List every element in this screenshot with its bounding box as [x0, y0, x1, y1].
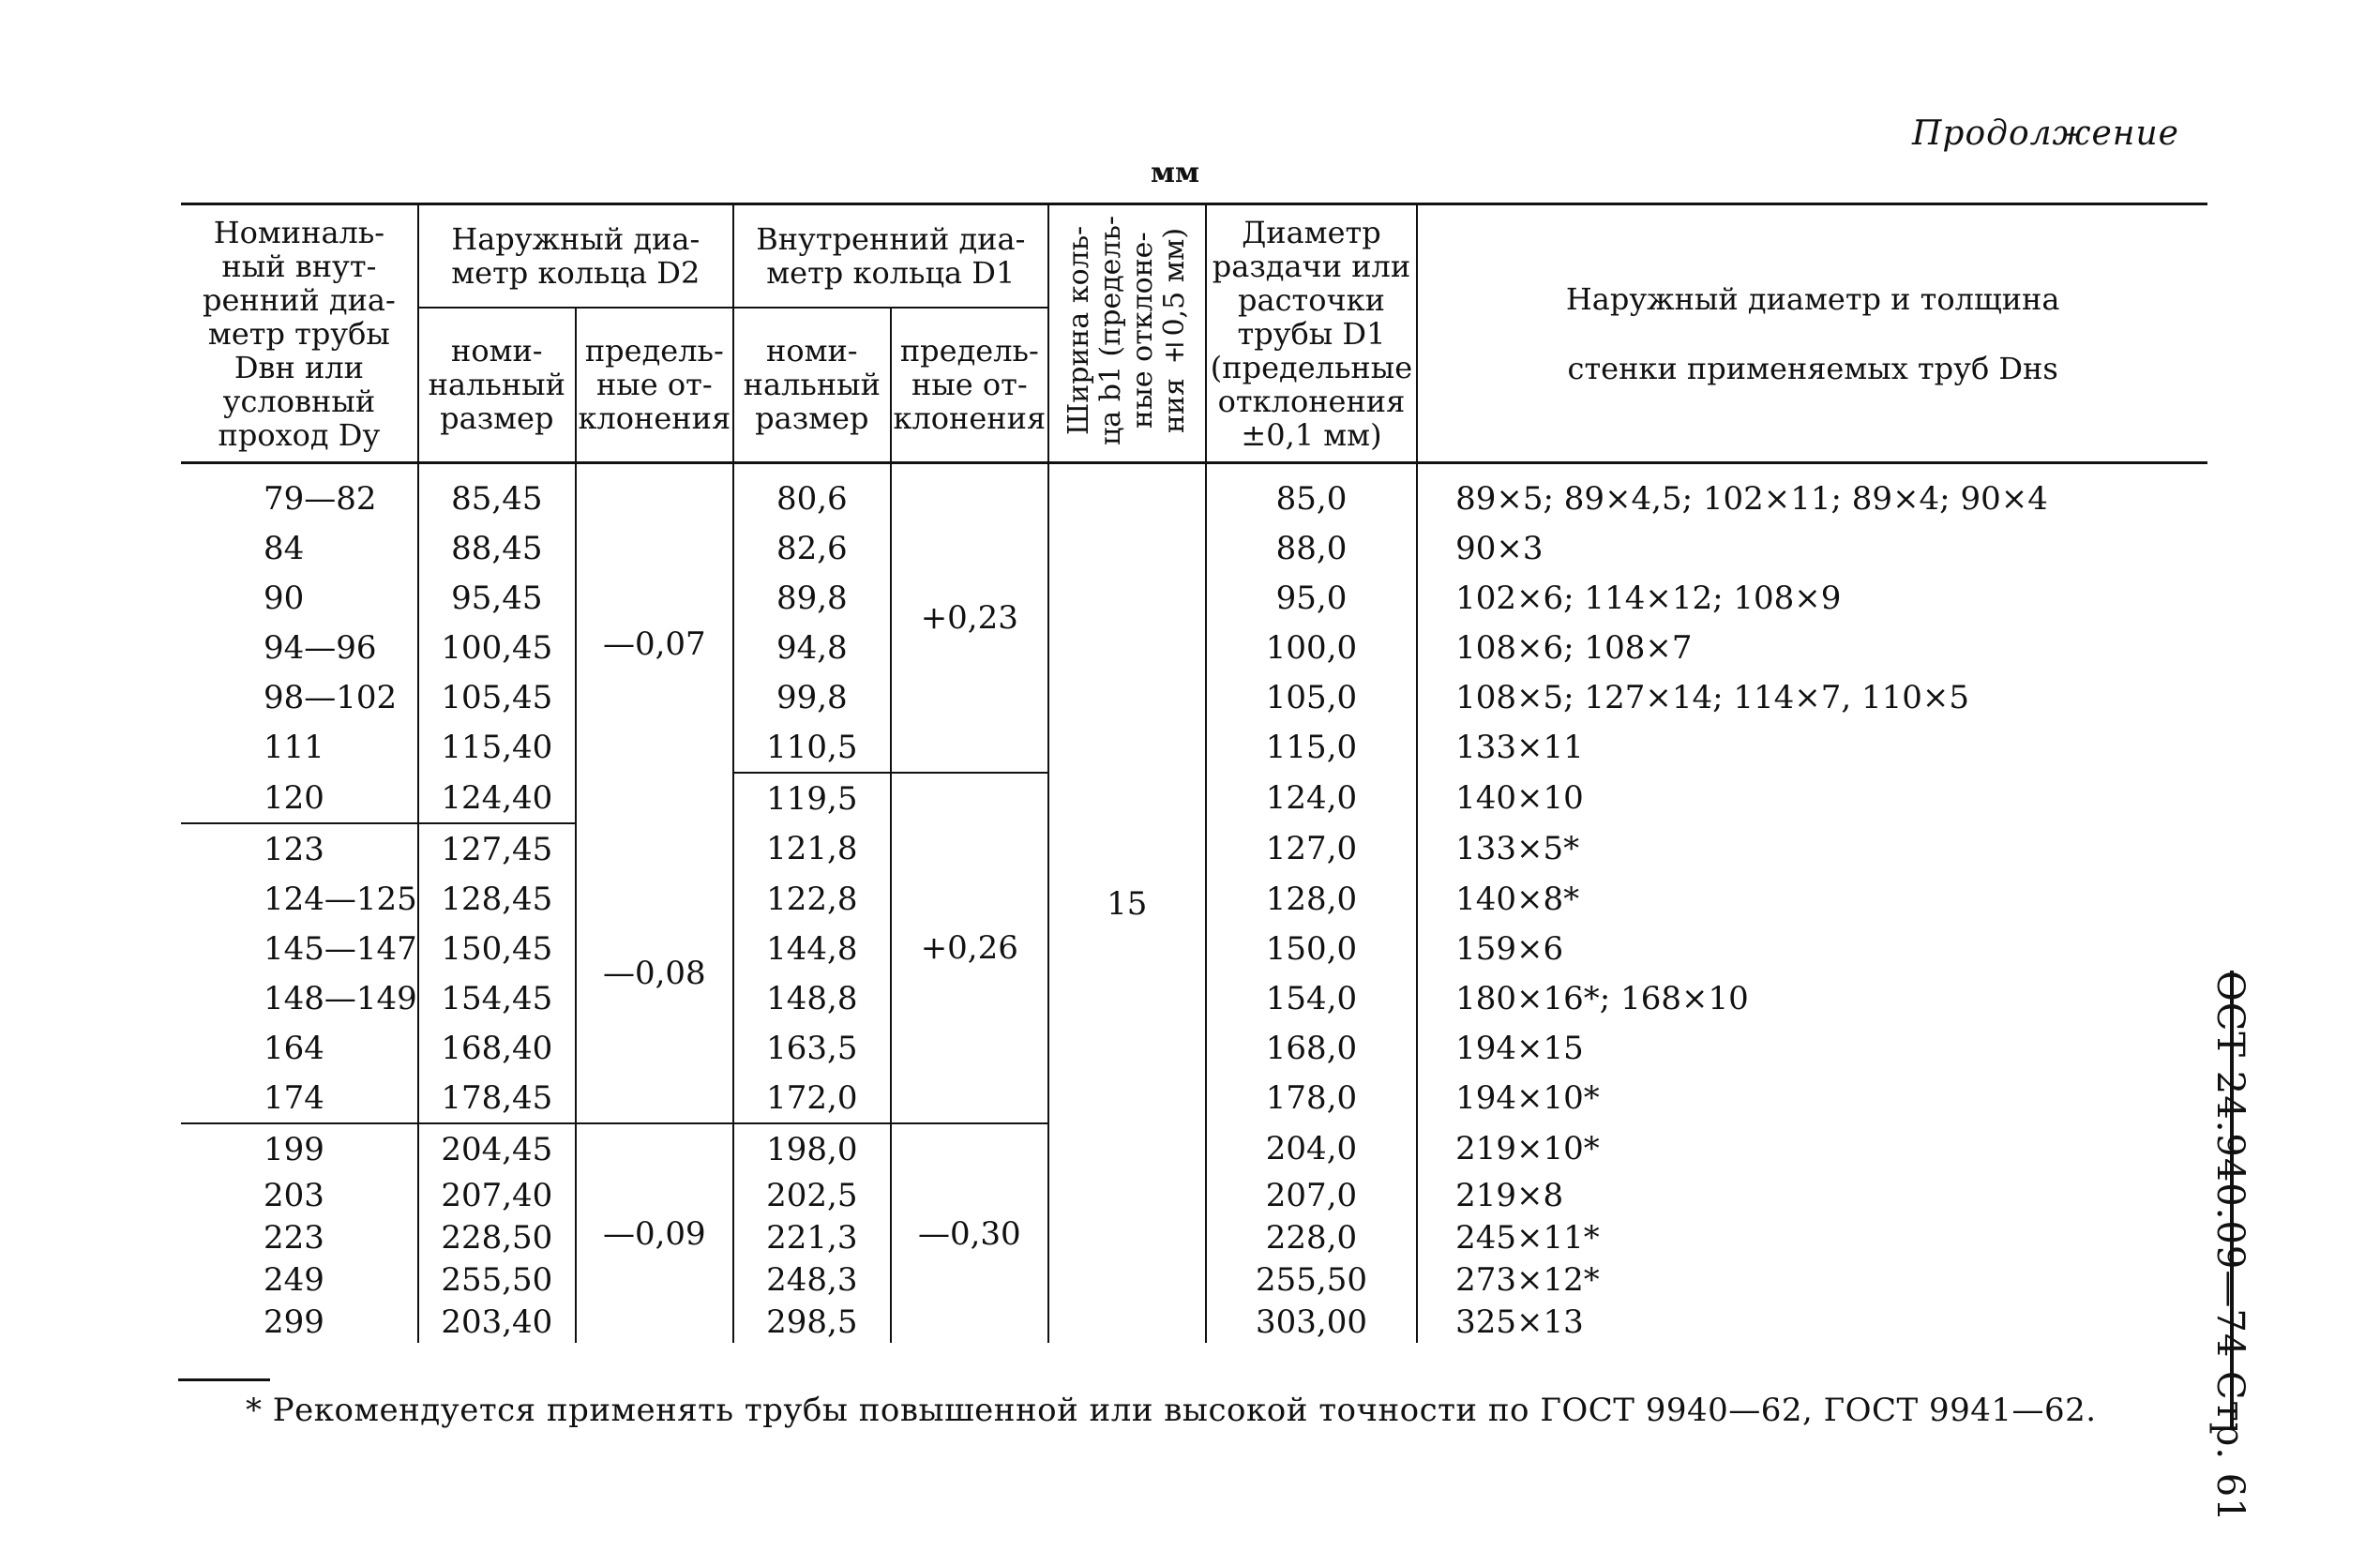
header-ring-width-text: Ширина коль-ца b1 (предель-ные отклоне-ния ±0,5 мм) — [1062, 215, 1191, 445]
cell-pipes: 325×13 — [1417, 1301, 2207, 1343]
cell-d1: 221,3 — [733, 1216, 891, 1258]
cell-pipes: 133×11 — [1417, 722, 2207, 773]
cell-d2: 207,40 — [418, 1174, 576, 1216]
cell-pipes: 102×6; 114×12; 108×9 — [1417, 573, 2207, 623]
cell-d1: 248,3 — [733, 1258, 891, 1301]
header-ring-width — [1048, 204, 1206, 463]
cell-dn: 94—96 — [264, 628, 377, 667]
document-code: ОСТ 24.940.09—74 Стр. 61 — [2208, 971, 2252, 1523]
cell-exp: 88,0 — [1206, 523, 1417, 573]
cell-pipes: 219×8 — [1417, 1174, 2207, 1216]
cell-exp: 303,00 — [1206, 1301, 1417, 1343]
cell-exp: 207,0 — [1206, 1174, 1417, 1216]
continuation-label: Продолжение — [1912, 114, 2179, 153]
cell-d1: 163,5 — [733, 1023, 891, 1073]
cell-d2: 85,45 — [418, 463, 576, 524]
cell-d1-dev: +0,23 — [891, 463, 1048, 774]
cell-d1: 172,0 — [733, 1073, 891, 1123]
cell-exp: 115,0 — [1206, 722, 1417, 773]
cell-exp: 85,0 — [1206, 463, 1417, 524]
cell-d1: 94,8 — [733, 623, 891, 672]
cell-dn: 223 — [264, 1218, 324, 1257]
cell-pipes: 108×6; 108×7 — [1417, 623, 2207, 672]
cell-d1: 121,8 — [733, 823, 891, 874]
cell-dn: 145—147 — [264, 929, 417, 968]
cell-d1-dev: +0,26 — [891, 773, 1048, 1123]
header-nominal-bore-text: Номиналь-ный внут-ренний диа-метр трубы Dвн или условный проход Dу — [202, 214, 396, 453]
cell-dn: 90 — [264, 579, 305, 617]
cell-d2: 255,50 — [418, 1258, 576, 1301]
cell-exp: 228,0 — [1206, 1216, 1417, 1258]
cell-pipes: 159×6 — [1417, 924, 2207, 973]
cell-pipes: 89×5; 89×4,5; 102×11; 89×4; 90×4 — [1417, 463, 2207, 524]
cell-d1: 148,8 — [733, 973, 891, 1023]
cell-d2: 178,45 — [418, 1073, 576, 1123]
cell-d1: 122,8 — [733, 874, 891, 924]
cell-pipes: 273×12* — [1417, 1258, 2207, 1301]
cell-d2: 95,45 — [418, 573, 576, 623]
cell-d1: 119,5 — [733, 773, 891, 823]
cell-exp: 168,0 — [1206, 1023, 1417, 1073]
footnote: * Рекомендуется применять трубы повышенной или высокой точности по ГОСТ 9940—62, ГОСТ 9941—62. — [246, 1392, 2097, 1429]
cell-exp: 105,0 — [1206, 672, 1417, 722]
cell-d1: 202,5 — [733, 1174, 891, 1216]
cell-d1-dev: —0,30 — [891, 1123, 1048, 1343]
header-outer-ring-text: Наружный диа-метр кольца D2 — [451, 220, 700, 291]
cell-dn: 199 — [264, 1130, 324, 1168]
cell-pipes: 194×15 — [1417, 1023, 2207, 1073]
cell-d1: 298,5 — [733, 1301, 891, 1343]
cell-exp: 124,0 — [1206, 773, 1417, 823]
cell-pipes: 219×10* — [1417, 1123, 2207, 1174]
header-inner-ring — [733, 204, 1048, 308]
cell-pipes: 133×5* — [1417, 823, 2207, 874]
footnote-rule — [178, 1378, 270, 1381]
cell-exp: 127,0 — [1206, 823, 1417, 874]
cell-pipes: 140×10 — [1417, 773, 2207, 823]
cell-exp: 128,0 — [1206, 874, 1417, 924]
cell-dn: 299 — [264, 1303, 324, 1341]
header-expansion-text: Диаметр раздачи или расточки трубы D1 (предельные отклонения ±0,1 мм) — [1210, 214, 1413, 453]
cell-exp: 154,0 — [1206, 973, 1417, 1023]
cell-d2-dev: —0,08 — [576, 823, 733, 1123]
cell-d2: 105,45 — [418, 672, 576, 722]
header-inner-ring-text: Внутренний диа-метр кольца D1 — [756, 220, 1026, 291]
cell-exp: 95,0 — [1206, 573, 1417, 623]
cell-d2: 154,45 — [418, 973, 576, 1023]
cell-pipes: 180×16*; 168×10 — [1417, 973, 2207, 1023]
cell-d1: 198,0 — [733, 1123, 891, 1174]
cell-dn: 174 — [181, 1073, 418, 1123]
cell-d2: 228,50 — [418, 1216, 576, 1258]
cell-dn: 79—82 — [264, 479, 377, 518]
cell-d2: 128,45 — [418, 874, 576, 924]
cell-d2: 127,45 — [418, 823, 576, 874]
cell-d2: 124,40 — [418, 773, 576, 823]
cell-d2: 115,40 — [418, 722, 576, 773]
cell-ring-width: 15 — [1048, 463, 1206, 1344]
cell-pipes: 140×8* — [1417, 874, 2207, 924]
cell-d2-dev: —0,09 — [576, 1123, 733, 1343]
header-outer-ring — [418, 204, 733, 308]
cell-d2: 203,40 — [418, 1301, 576, 1343]
cell-d2: 168,40 — [418, 1023, 576, 1073]
cell-d2: 150,45 — [418, 924, 576, 973]
cell-dn: 249 — [264, 1260, 324, 1299]
header-pipes-text: Наружный диаметр и толщина стенки применяемых труб Dнs — [1565, 280, 2060, 386]
cell-d2: 88,45 — [418, 523, 576, 573]
cell-pipes: 108×5; 127×14; 114×7, 110×5 — [1417, 672, 2207, 722]
cell-d2: 100,45 — [418, 623, 576, 672]
cell-dn: 98—102 — [264, 678, 398, 716]
cell-exp: 100,0 — [1206, 623, 1417, 672]
cell-dn: 84 — [264, 529, 305, 567]
cell-d1: 80,6 — [733, 463, 891, 524]
cell-exp: 255,50 — [1206, 1258, 1417, 1301]
cell-pipes: 194×10* — [1417, 1073, 2207, 1123]
header-pipes — [1417, 204, 2207, 463]
cell-d1: 144,8 — [733, 924, 891, 973]
header-expansion — [1206, 204, 1417, 463]
header-d1-nominal: номи-нальный размер — [733, 308, 891, 463]
cell-d2: 204,45 — [418, 1123, 576, 1174]
cell-dn: 120 — [181, 773, 418, 823]
cell-d2-dev: —0,07 — [576, 463, 733, 824]
cell-dn: 203 — [264, 1176, 324, 1214]
cell-dn: 148—149 — [264, 979, 417, 1017]
cell-d1: 89,8 — [733, 573, 891, 623]
cell-d1: 99,8 — [733, 672, 891, 722]
cell-dn: 164 — [264, 1029, 324, 1067]
header-d2-nominal: номи-нальный размер — [418, 308, 576, 463]
cell-dn: 123 — [264, 830, 324, 868]
cell-exp: 178,0 — [1206, 1073, 1417, 1123]
cell-exp: 204,0 — [1206, 1123, 1417, 1174]
header-d2-deviation: предель-ные от-клонения — [576, 308, 733, 463]
cell-exp: 150,0 — [1206, 924, 1417, 973]
cell-dn: 111 — [264, 729, 324, 766]
header-nominal-bore — [181, 204, 418, 463]
cell-dn: 124—125 — [264, 880, 417, 918]
cell-d1: 82,6 — [733, 523, 891, 573]
dimensions-table — [181, 203, 2207, 1343]
cell-pipes: 245×11* — [1417, 1216, 2207, 1258]
unit-label: мм — [1151, 157, 1200, 189]
cell-pipes: 90×3 — [1417, 523, 2207, 573]
cell-d1: 110,5 — [733, 722, 891, 773]
header-d1-deviation: предель-ные от-клонения — [891, 308, 1048, 463]
